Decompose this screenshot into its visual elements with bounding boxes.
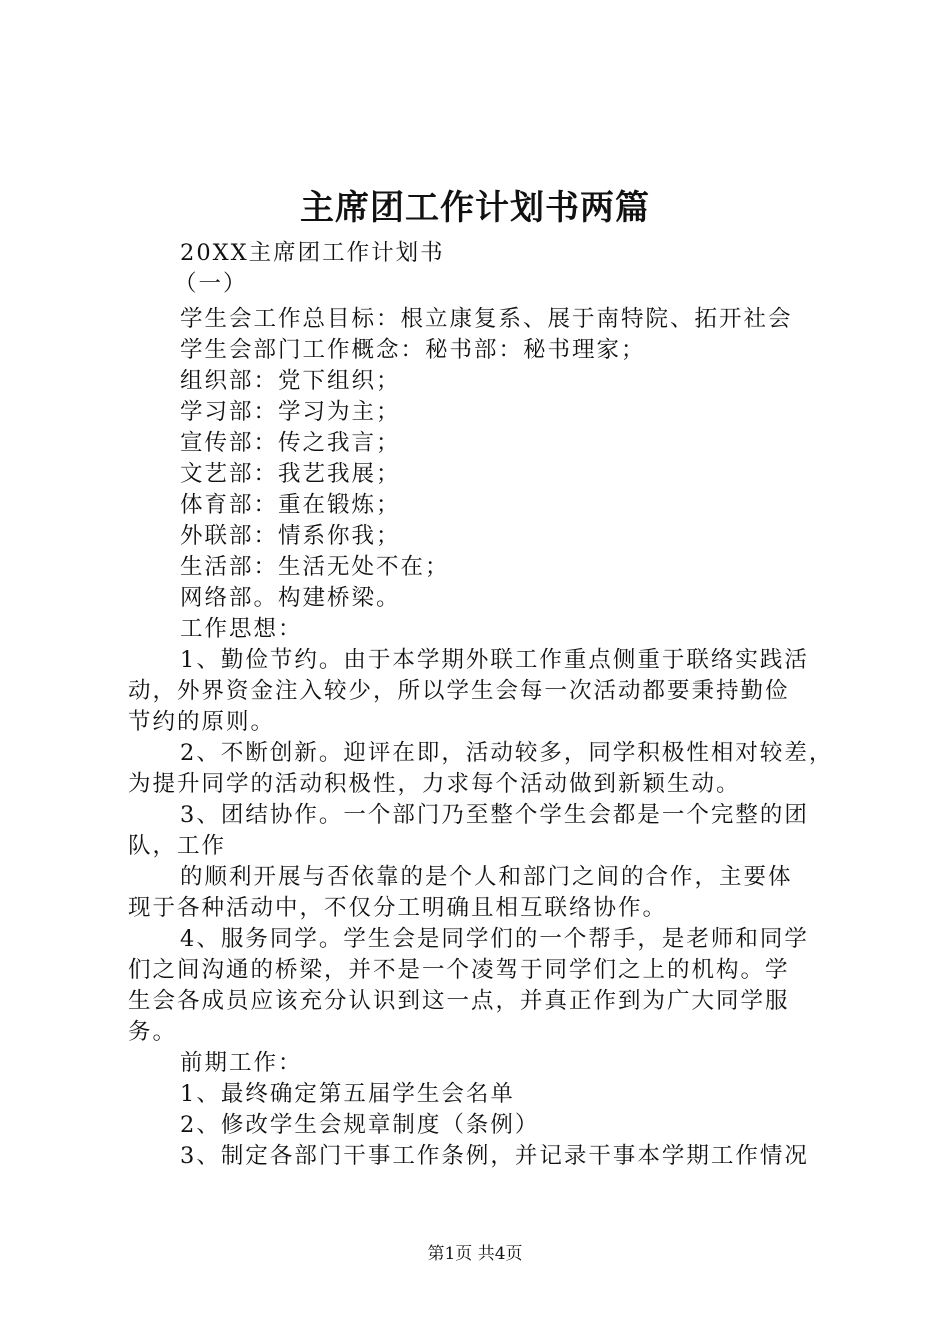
document-body (128, 238, 838, 1172)
paragraph-line: 们之间沟通的桥梁，并不是一个凌驾于同学们之上的机构。学 (128, 957, 790, 983)
paragraph-line: 学习部：学习为主； (180, 399, 401, 425)
paragraph-line: 动，外界资金注入较少，所以学生会每一次活动都要秉持勤俭 (128, 678, 790, 704)
document-title: 主席团工作计划书两篇 (300, 188, 650, 228)
paragraph-line: 2、不断创新。迎评在即，活动较多，同学积极性相对较差， (180, 740, 834, 766)
paragraph-line: 20XX主席团工作计划书 (180, 240, 445, 266)
paragraph-line: 节约的原则。 (128, 709, 276, 735)
paragraph-line: 的顺利开展与否依靠的是个人和部门之间的合作，主要体 (180, 864, 793, 890)
paragraph-line: 组织部：党下组织； (180, 368, 401, 394)
paragraph-line: 3、团结协作。一个部门乃至整个学生会都是一个完整的团 (180, 802, 809, 828)
paragraph-line: 宣传部：传之我言； (180, 430, 401, 456)
paragraph-line: 1、勤俭节约。由于本学期外联工作重点侧重于联络实践活 (180, 647, 809, 673)
paragraph-line: 生会各成员应该充分认识到这一点，并真正作到为广大同学服 (128, 988, 790, 1014)
paragraph-line: 工作思想： (180, 616, 303, 642)
paragraph-line: 务。 (128, 1019, 178, 1045)
paragraph-line: 学生会工作总目标：根立康复系、展于南特院、拓开社会 (180, 306, 793, 332)
paragraph-line: 前期工作： (180, 1050, 303, 1076)
paragraph-line: 学生会部门工作概念：秘书部：秘书理家； (180, 337, 646, 363)
paragraph-line: 为提升同学的活动积极性，力求每个活动做到新颖生动。 (128, 771, 741, 797)
paragraph-line: 文艺部：我艺我展； (180, 461, 401, 487)
paragraph-line: （一） (174, 271, 248, 297)
paragraph-line: 体育部：重在锻炼； (180, 492, 401, 518)
paragraph-line: 1、最终确定第五届学生会名单 (180, 1081, 515, 1107)
paragraph-line: 4、服务同学。学生会是同学们的一个帮手，是老师和同学 (180, 926, 809, 952)
paragraph-line: 队，工作 (128, 833, 227, 859)
paragraph-line: 网络部。构建桥梁。 (180, 585, 401, 611)
paragraph-line: 3、制定各部门干事工作条例，并记录干事本学期工作情况 (180, 1143, 809, 1169)
page-footer: 第1页 共4页 (427, 1244, 523, 1264)
paragraph-line: 2、修改学生会规章制度（条例） (180, 1112, 540, 1138)
paragraph-line: 现于各种活动中，不仅分工明确且相互联络协作。 (128, 895, 668, 921)
paragraph-line: 生活部：生活无处不在； (180, 554, 450, 580)
paragraph-line: 外联部：情系你我； (180, 523, 401, 549)
